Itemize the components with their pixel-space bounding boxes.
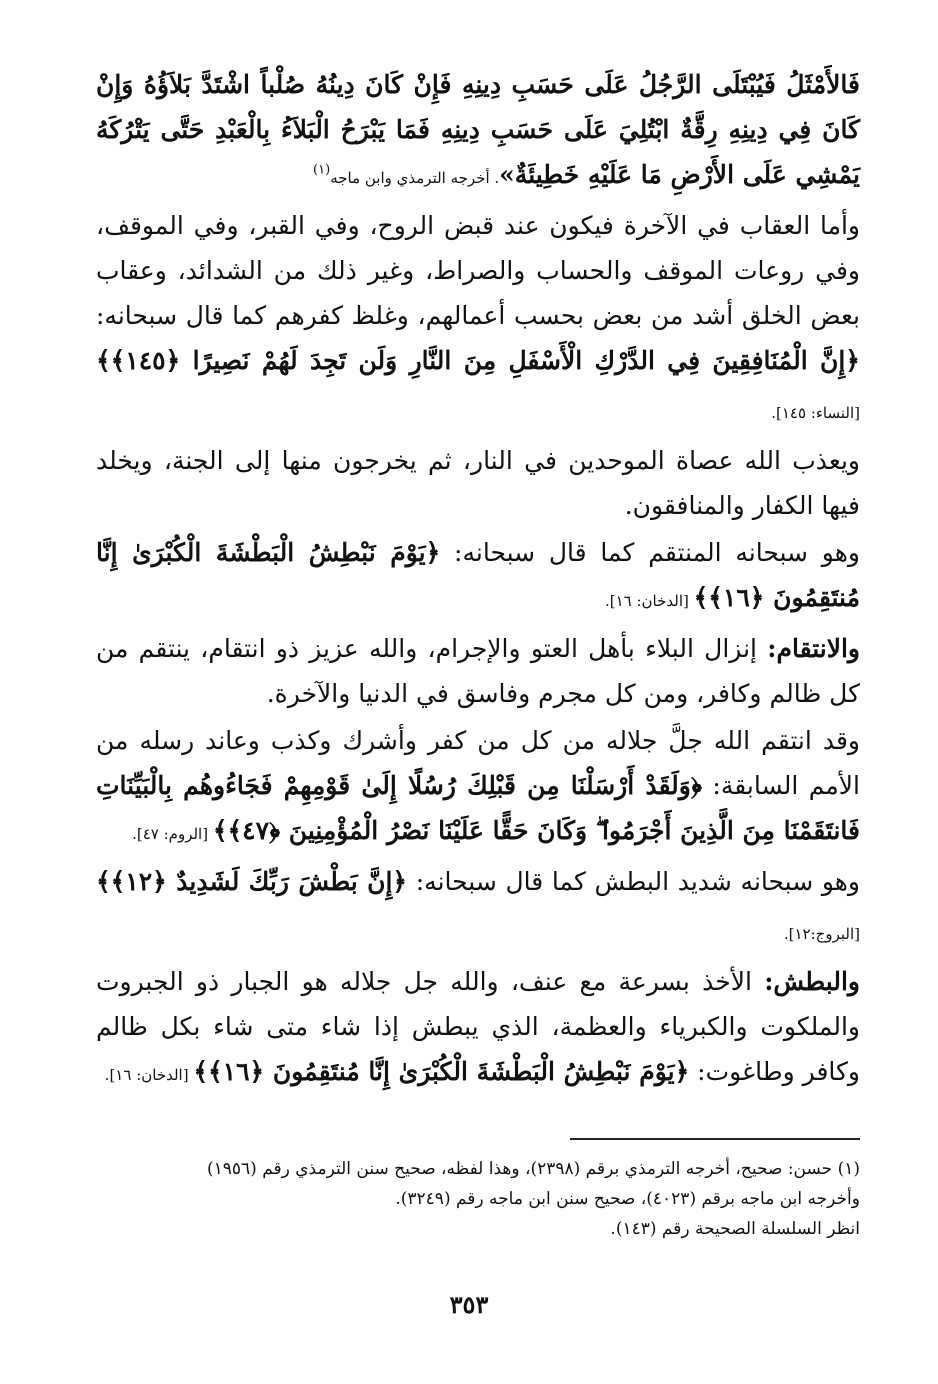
citation: . أخرجه الترمذي وابن ماجه: [330, 169, 500, 187]
paragraph: [96, 203, 860, 436]
body-text: وهو سبحانه شديد البطش كما قال سبحانه:: [407, 867, 860, 896]
main-text: [96, 62, 860, 1100]
paragraph: [96, 438, 860, 528]
citation: [الروم: ٤٧].: [132, 825, 213, 843]
citation: [الدخان: ١٦].: [104, 1066, 194, 1084]
keyword: والانتقام:: [767, 634, 860, 663]
paragraph: [96, 62, 860, 201]
body-text: الأخذ بسرعة مع عنف، والله جل جلاله هو الجبار ذو الجبروت والملكوت والكبرياء والعظمة، الذي يبطش إذا شاء متى شاء بكل ظالم وكافر وطاغوت:: [96, 967, 860, 1086]
quote-text: ﴿يَوْمَ نَبْطِشُ الْبَطْشَةَ الْكُبْرَىٰ إِنَّا مُنتَقِمُونَ ﴿١٦﴾﴾: [96, 538, 860, 612]
quote-text: ﴿يَوْمَ نَبْطِشُ الْبَطْشَةَ الْكُبْرَىٰ إِنَّا مُنتَقِمُونَ ﴿١٦﴾﴾: [193, 1057, 690, 1086]
footnote-line: انظر السلسلة الصحيحة رقم (١٤٣).: [610, 1219, 860, 1239]
citation: [الدخان: ١٦].: [604, 592, 694, 610]
body-text: وقد انتقم الله جلَّ جلاله من كل من كفر وأشرك وكذب وعاند رسله من الأمم السابقة:: [96, 726, 860, 800]
paragraph: [96, 626, 860, 716]
body-text: وأما العقاب في الآخرة فيكون عند قبض الروح، وفي القبر، وفي الموقف، وفي روعات الموقف والحساب والصراط، وغير ذلك من الشدائد، وعقاب بعض الخلق أشد من بعض بحسب أعمالهم، وغلظ كفرهم كما قال سبحانه:: [96, 211, 860, 330]
footnote-marker: (١): [313, 162, 331, 178]
body-text: ويعذب الله عصاة الموحدين في النار، ثم يخرجون منها إلى الجنة، ويخلد فيها الكفار والمنافقون.: [96, 446, 860, 520]
paragraph: [96, 859, 860, 957]
paragraph: [96, 718, 860, 857]
quote-text: فَالأَمْثَلُ فَيُبْتَلَى الرَّجُلُ عَلَى حَسَبِ دِينِهِ فَإِنْ كَانَ دِينُهُ صُلْباً اشْتَدَّ بَلاَؤُهُ وَإِنْ كَانَ فِي دِينِهِ رِقَّةٌ ابْتُلِيَ عَلَى حَسَبِ دِينِهِ فَمَا يَبْرَحُ الْبَلاَءُ بِالْعَبْدِ حَتَّى يَتْرُكَهُ يَمْشِي عَلَى الأَرْضِ مَا عَلَيْهِ خَطِيئَةٌ»: [96, 70, 860, 189]
footnotes: [96, 1154, 860, 1244]
quote-text: ﴿وَلَقَدْ أَرْسَلْنَا مِن قَبْلِكَ رُسُلًا إِلَىٰ قَوْمِهِمْ فَجَاءُوهُم بِالْبَيِّنَاتِ فَانتَقَمْنَا مِنَ الَّذِينَ أَجْرَمُوا ۖ وَكَانَ حَقًّا عَلَيْنَا نَصْرُ الْمُؤْمِنِينَ ﴿٤٧﴾﴾: [96, 771, 860, 845]
quote-text: ﴿إِنَّ بَطْشَ رَبِّكَ لَشَدِيدٌ ﴿١٢﴾﴾: [96, 867, 408, 896]
citation: [البروج:١٢].: [783, 925, 860, 943]
citation: [النساء: ١٤٥].: [771, 404, 860, 422]
footnote-separator: [570, 1138, 860, 1140]
paragraph: [96, 959, 860, 1098]
paragraph: [96, 530, 860, 624]
footnote-line: وأخرجه ابن ماجه برقم (٤٠٢٣)، صحيح سنن ابن ماجه رقم (٣٢٤٩).: [395, 1189, 860, 1209]
footnote-line: (١) حسن: صحيح، أخرجه الترمذي برقم (٢٣٩٨)، وهذا لفظه، صحيح سنن الترمذي رقم (١٩٥٦): [206, 1159, 860, 1179]
body-text: وهو سبحانه المنتقم كما قال سبحانه:: [440, 538, 860, 567]
quote-text: ﴿إِنَّ الْمُنَافِقِينَ فِي الدَّرْكِ الْأَسْفَلِ مِنَ النَّارِ وَلَن تَجِدَ لَهُمْ نَصِيرًا ﴿١٤٥﴾﴾: [96, 346, 860, 375]
body-text: إنزال البلاء بأهل العتو والإجرام، والله عزيز ذو انتقام، ينتقم من كل ظالم وكافر، ومن كل مجرم وفاسق في الدنيا والآخرة.: [96, 634, 860, 708]
keyword: والبطش:: [764, 967, 860, 996]
page-number: ٣٥٣: [449, 1290, 489, 1319]
